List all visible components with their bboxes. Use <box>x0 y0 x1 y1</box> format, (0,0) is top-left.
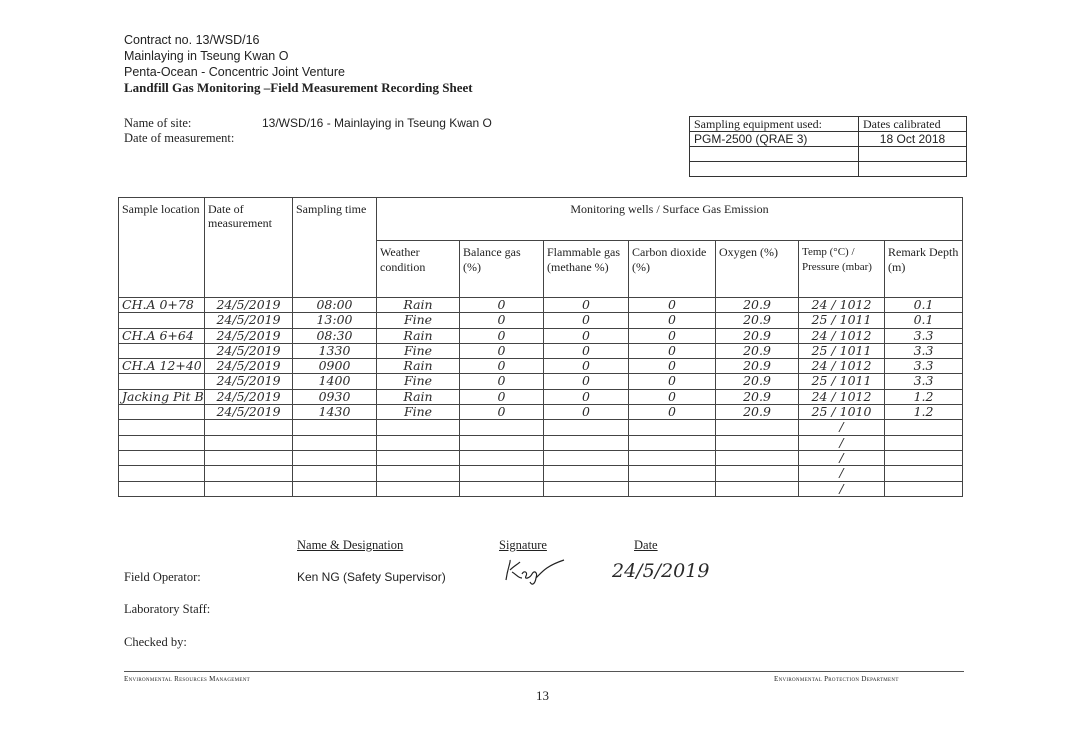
cell-balance-gas: 0 <box>460 313 544 328</box>
cell-date: 24/5/2019 <box>205 343 293 358</box>
cell-oxygen: 20.9 <box>716 389 799 404</box>
cell-weather: Fine <box>377 374 460 389</box>
cell-temp-pressure: 25 / 1010 <box>799 405 885 420</box>
cell-remark-depth <box>885 435 963 450</box>
contractor-name: Penta-Ocean - Concentric Joint Venture <box>124 65 345 79</box>
cell-date: 24/5/2019 <box>205 359 293 374</box>
footer-left-text: Environmental Resources Management <box>124 675 250 683</box>
table-row <box>119 466 963 481</box>
cell-temp-pressure: 25 / 1011 <box>799 374 885 389</box>
cell-flammable-gas: 0 <box>544 343 629 358</box>
date-header: Date <box>634 538 658 552</box>
cell-balance-gas <box>460 450 544 465</box>
cell-remark-depth <box>885 481 963 496</box>
cell-sample-location: CH.A 12+40 <box>119 359 205 374</box>
table-row <box>119 328 963 343</box>
cell-weather: Rain <box>377 389 460 404</box>
cell-carbon-dioxide <box>629 481 716 496</box>
cell-temp-pressure: / <box>799 466 885 481</box>
table-row <box>119 298 963 313</box>
cell-carbon-dioxide <box>629 420 716 435</box>
cell-sampling-time: 0930 <box>293 389 377 404</box>
cell-flammable-gas <box>544 450 629 465</box>
dates-calibrated-value: 18 Oct 2018 <box>859 132 967 147</box>
site-name-label: Name of site: <box>124 116 192 130</box>
header-remark-depth: Remark Depth (m) <box>885 241 963 298</box>
cell-balance-gas <box>460 435 544 450</box>
cell-flammable-gas <box>544 420 629 435</box>
contract-number: Contract no. 13/WSD/16 <box>124 33 260 47</box>
cell-flammable-gas: 0 <box>544 328 629 343</box>
project-name: Mainlaying in Tseung Kwan O <box>124 49 289 63</box>
header-monitoring-group: Monitoring wells / Surface Gas Emission <box>377 198 963 241</box>
cell-date <box>205 466 293 481</box>
cell-weather: Rain <box>377 359 460 374</box>
cell-weather <box>377 450 460 465</box>
header-balance-gas: Balance gas (%) <box>460 241 544 298</box>
cell-sample-location: CH.A 0+78 <box>119 298 205 313</box>
cell-remark-depth <box>885 450 963 465</box>
table-row <box>119 343 963 358</box>
cell-flammable-gas <box>544 481 629 496</box>
cell-sampling-time: 08:30 <box>293 328 377 343</box>
table-row <box>119 405 963 420</box>
cell-oxygen <box>716 466 799 481</box>
cell-oxygen: 20.9 <box>716 313 799 328</box>
cell-sample-location <box>119 313 205 328</box>
cell-remark-depth <box>885 466 963 481</box>
header-carbon-dioxide: Carbon dioxide (%) <box>629 241 716 298</box>
cell-sample-location <box>119 450 205 465</box>
cell-sample-location <box>119 435 205 450</box>
cell-sampling-time <box>293 420 377 435</box>
cell-oxygen: 20.9 <box>716 343 799 358</box>
cell-balance-gas: 0 <box>460 298 544 313</box>
cell-balance-gas: 0 <box>460 359 544 374</box>
cell-remark-depth: 3.3 <box>885 343 963 358</box>
measurement-table-body <box>119 298 963 497</box>
cell-weather: Rain <box>377 328 460 343</box>
cell-oxygen <box>716 420 799 435</box>
equipment-table <box>689 116 967 177</box>
header-temp-pressure: Temp (°C) / Pressure (mbar) <box>799 241 885 298</box>
cell-sampling-time: 1330 <box>293 343 377 358</box>
site-name-value: 13/WSD/16 - Mainlaying in Tseung Kwan O <box>262 116 492 130</box>
cell-oxygen: 20.9 <box>716 405 799 420</box>
cell-weather: Rain <box>377 298 460 313</box>
cell-carbon-dioxide: 0 <box>629 343 716 358</box>
footer-right-text: Environmental Protection Department <box>774 675 899 683</box>
signoff-block <box>124 538 824 658</box>
cell-temp-pressure: / <box>799 435 885 450</box>
footer-divider <box>124 671 964 672</box>
cell-sample-location <box>119 405 205 420</box>
measurement-date-label: Date of measurement: <box>124 131 235 145</box>
cell-remark-depth: 3.3 <box>885 328 963 343</box>
cell-sampling-time <box>293 435 377 450</box>
cell-sampling-time <box>293 481 377 496</box>
cell-remark-depth <box>885 420 963 435</box>
equipment-blank-cell <box>859 147 967 162</box>
cell-oxygen <box>716 435 799 450</box>
cell-temp-pressure: 24 / 1012 <box>799 389 885 404</box>
cell-remark-depth: 3.3 <box>885 374 963 389</box>
cell-sampling-time: 1400 <box>293 374 377 389</box>
cell-flammable-gas: 0 <box>544 313 629 328</box>
cell-balance-gas: 0 <box>460 389 544 404</box>
table-row <box>119 420 963 435</box>
cell-remark-depth: 1.2 <box>885 405 963 420</box>
cell-flammable-gas: 0 <box>544 359 629 374</box>
cell-carbon-dioxide <box>629 466 716 481</box>
cell-flammable-gas <box>544 435 629 450</box>
checked-by-label: Checked by: <box>124 635 187 649</box>
cell-sample-location <box>119 420 205 435</box>
cell-date: 24/5/2019 <box>205 328 293 343</box>
cell-oxygen: 20.9 <box>716 298 799 313</box>
cell-carbon-dioxide: 0 <box>629 328 716 343</box>
equipment-used-label: Sampling equipment used: <box>690 117 859 132</box>
cell-flammable-gas: 0 <box>544 405 629 420</box>
cell-weather <box>377 466 460 481</box>
cell-carbon-dioxide: 0 <box>629 298 716 313</box>
cell-sampling-time: 0900 <box>293 359 377 374</box>
cell-oxygen <box>716 481 799 496</box>
header-flammable-gas: Flammable gas (methane %) <box>544 241 629 298</box>
cell-temp-pressure: 24 / 1012 <box>799 328 885 343</box>
cell-date <box>205 420 293 435</box>
cell-remark-depth: 0.1 <box>885 313 963 328</box>
cell-sample-location <box>119 466 205 481</box>
cell-oxygen: 20.9 <box>716 328 799 343</box>
cell-flammable-gas: 0 <box>544 389 629 404</box>
cell-sample-location <box>119 481 205 496</box>
cell-carbon-dioxide: 0 <box>629 389 716 404</box>
document-title: Landfill Gas Monitoring –Field Measurement Recording Sheet <box>124 80 473 95</box>
cell-oxygen <box>716 450 799 465</box>
equipment-used-value: PGM-2500 (QRAE 3) <box>690 132 859 147</box>
header-date-of-measurement: Date of measurement <box>205 198 293 298</box>
table-row <box>119 450 963 465</box>
cell-weather <box>377 435 460 450</box>
cell-balance-gas <box>460 420 544 435</box>
table-row <box>119 374 963 389</box>
equipment-blank-cell <box>690 162 859 177</box>
cell-weather: Fine <box>377 343 460 358</box>
cell-weather <box>377 420 460 435</box>
field-operator-date: 24/5/2019 <box>612 560 710 582</box>
cell-carbon-dioxide: 0 <box>629 405 716 420</box>
table-row <box>119 435 963 450</box>
header-sample-location: Sample location <box>119 198 205 298</box>
cell-remark-depth: 1.2 <box>885 389 963 404</box>
name-designation-header: Name & Designation <box>297 538 404 552</box>
cell-carbon-dioxide: 0 <box>629 313 716 328</box>
signature-header: Signature <box>499 538 547 552</box>
cell-temp-pressure: 24 / 1012 <box>799 298 885 313</box>
cell-weather <box>377 481 460 496</box>
cell-flammable-gas: 0 <box>544 298 629 313</box>
cell-balance-gas <box>460 466 544 481</box>
cell-balance-gas: 0 <box>460 328 544 343</box>
cell-sampling-time <box>293 466 377 481</box>
cell-sample-location: Jacking Pit B <box>119 389 205 404</box>
cell-balance-gas: 0 <box>460 374 544 389</box>
field-operator-name: Ken NG (Safety Supervisor) <box>297 570 446 584</box>
header-weather: Weather condition <box>377 241 460 298</box>
cell-balance-gas <box>460 481 544 496</box>
cell-temp-pressure: / <box>799 481 885 496</box>
cell-oxygen: 20.9 <box>716 374 799 389</box>
table-row <box>119 359 963 374</box>
cell-sampling-time: 13:00 <box>293 313 377 328</box>
dates-calibrated-label: Dates calibrated <box>859 117 967 132</box>
cell-date: 24/5/2019 <box>205 405 293 420</box>
cell-carbon-dioxide: 0 <box>629 359 716 374</box>
laboratory-staff-label: Laboratory Staff: <box>124 602 211 616</box>
equipment-blank-cell <box>690 147 859 162</box>
cell-carbon-dioxide: 0 <box>629 374 716 389</box>
site-info <box>124 116 492 146</box>
cell-date <box>205 450 293 465</box>
cell-sampling-time <box>293 450 377 465</box>
cell-weather: Fine <box>377 313 460 328</box>
field-operator-label: Field Operator: <box>124 570 201 584</box>
cell-flammable-gas: 0 <box>544 374 629 389</box>
cell-flammable-gas <box>544 466 629 481</box>
cell-date: 24/5/2019 <box>205 374 293 389</box>
cell-temp-pressure: 25 / 1011 <box>799 313 885 328</box>
cell-temp-pressure: / <box>799 420 885 435</box>
cell-remark-depth: 3.3 <box>885 359 963 374</box>
cell-date <box>205 435 293 450</box>
cell-date: 24/5/2019 <box>205 389 293 404</box>
cell-date <box>205 481 293 496</box>
cell-balance-gas: 0 <box>460 343 544 358</box>
cell-carbon-dioxide <box>629 435 716 450</box>
cell-sample-location: CH.A 6+64 <box>119 328 205 343</box>
cell-balance-gas: 0 <box>460 405 544 420</box>
cell-sample-location <box>119 343 205 358</box>
cell-oxygen: 20.9 <box>716 359 799 374</box>
table-row <box>119 313 963 328</box>
signature-mark <box>502 556 568 588</box>
cell-remark-depth: 0.1 <box>885 298 963 313</box>
cell-temp-pressure: 24 / 1012 <box>799 359 885 374</box>
cell-date: 24/5/2019 <box>205 298 293 313</box>
measurement-table <box>118 197 963 497</box>
cell-temp-pressure: 25 / 1011 <box>799 343 885 358</box>
header-oxygen: Oxygen (%) <box>716 241 799 298</box>
equipment-blank-cell <box>859 162 967 177</box>
table-row <box>119 481 963 496</box>
cell-sample-location <box>119 374 205 389</box>
page-number: 13 <box>536 688 549 703</box>
header-sampling-time: Sampling time <box>293 198 377 298</box>
document-header <box>124 32 473 96</box>
cell-date: 24/5/2019 <box>205 313 293 328</box>
cell-sampling-time: 08:00 <box>293 298 377 313</box>
table-row <box>119 389 963 404</box>
cell-weather: Fine <box>377 405 460 420</box>
cell-sampling-time: 1430 <box>293 405 377 420</box>
cell-carbon-dioxide <box>629 450 716 465</box>
cell-temp-pressure: / <box>799 450 885 465</box>
